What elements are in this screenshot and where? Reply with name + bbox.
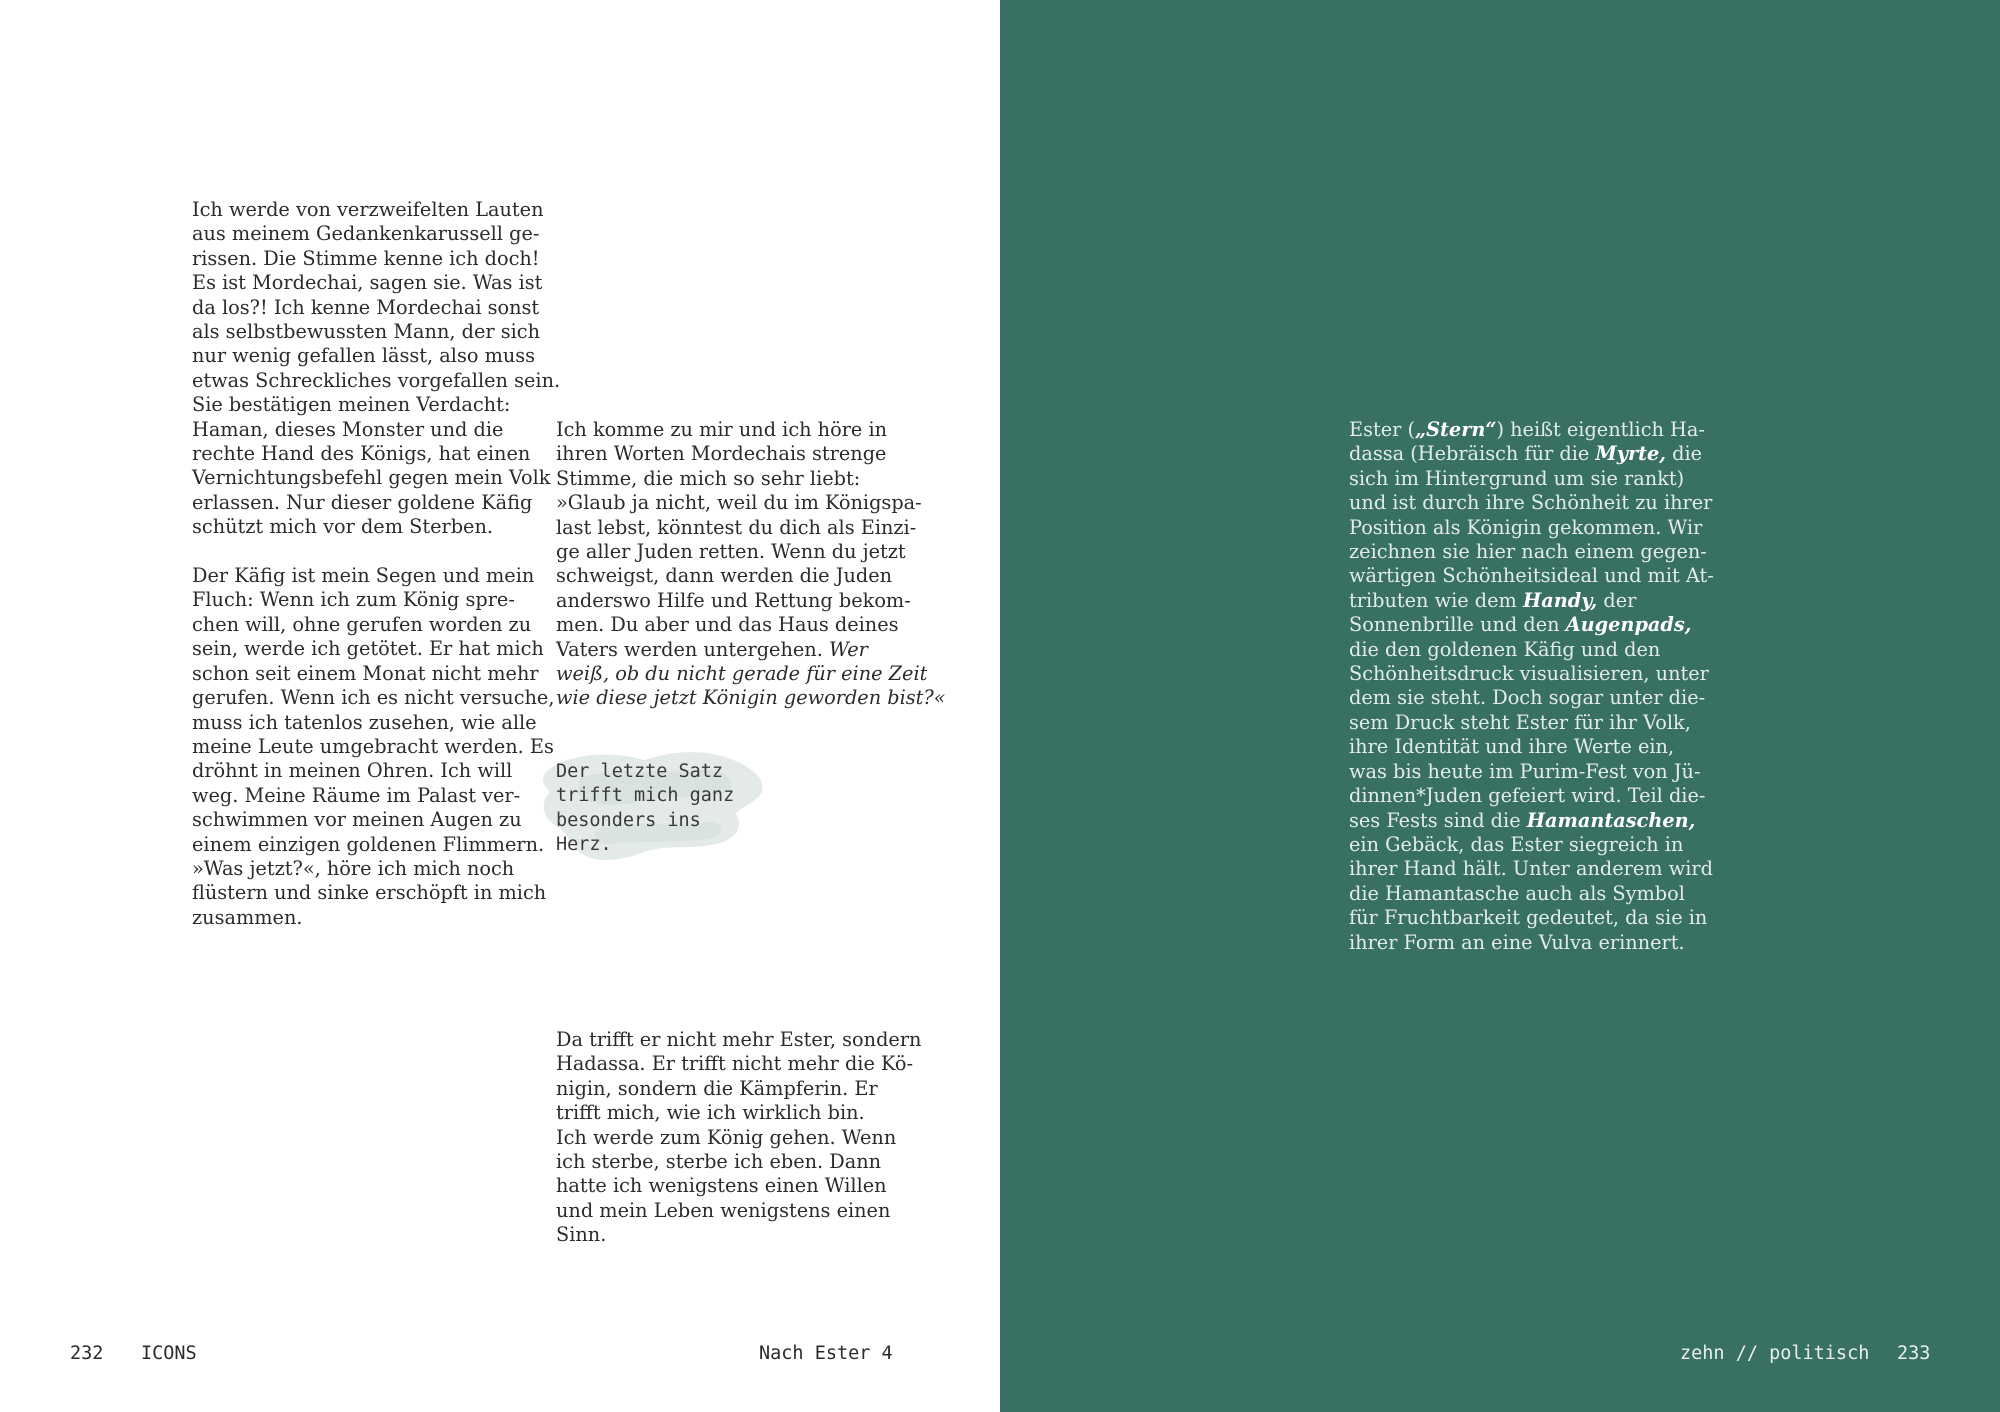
text-line: gerufen. Wenn ich es nicht versuche,	[192, 686, 555, 710]
margin-note	[540, 748, 800, 868]
text-line: schon seit einem Monat nicht mehr	[192, 661, 539, 685]
text-line: Stimme, die mich so sehr liebt:	[556, 466, 861, 490]
note-line: Herz.	[556, 834, 612, 856]
text-line: Da trifft er nicht mehr Ester, sondern	[556, 1027, 922, 1051]
text-line	[1349, 613, 1699, 637]
text-line	[1349, 809, 1699, 833]
text-line: chen will, ohne gerufen worden zu	[192, 612, 532, 636]
text-line: sich im Hintergrund um sie rankt)	[1349, 466, 1685, 490]
text-line: Ich werde von verzweifelten Lauten	[192, 198, 544, 221]
text-line: Es ist Mordechai, sagen sie. Was ist	[192, 271, 543, 295]
paragraph-ester-description	[1349, 418, 1714, 955]
text-run: dassa (Hebräisch für die	[1349, 442, 1596, 466]
text-column-right	[1349, 418, 1714, 955]
paragraph-golden-cage	[192, 564, 555, 930]
text-line: etwas Schreckliches vorgefallen sein.	[192, 368, 561, 392]
text-line: wärtigen Schönheitsideal und mit At-	[1349, 564, 1714, 588]
bold-italic-term: Hamantaschen,	[1526, 808, 1696, 832]
chapter-reference: Nach Ester 4	[759, 1343, 893, 1364]
text-line: und ist durch ihre Schönheit zu ihrer	[1349, 491, 1713, 515]
text-run: tributen wie dem	[1349, 588, 1523, 612]
italic-text-line: wie diese jetzt Königin geworden bist?«	[556, 686, 946, 710]
text-line: einem einzigen goldenen Flimmern.	[192, 832, 545, 856]
text-line: dem sie steht. Doch sogar unter die-	[1349, 686, 1706, 710]
text-run: Sonnenbrille und den	[1349, 613, 1566, 637]
text-line: ge aller Juden retten. Wenn du jetzt	[556, 540, 906, 564]
text-line: schweigst, dann werden die Juden	[556, 564, 893, 588]
text-line: dröhnt in meinen Ohren. Ich will	[192, 759, 513, 783]
text-line: ihrer Form an eine Vulva erinnert.	[1349, 930, 1685, 954]
text-line: Sie bestätigen meinen Verdacht:	[192, 393, 511, 417]
text-line	[556, 638, 906, 662]
text-line	[1349, 442, 1703, 466]
text-line: dinnen*Juden gefeiert wird. Teil die-	[1349, 784, 1706, 808]
bold-italic-term: Myrte,	[1595, 442, 1667, 466]
text-line: Sinn.	[556, 1223, 607, 1247]
text-run: der	[1597, 588, 1637, 612]
text-line: da los?! Ich kenne Mordechai sonst	[192, 295, 540, 319]
text-line: aus meinem Gedankenkarussell ge-	[192, 222, 540, 246]
note-line: Der letzte Satz	[556, 761, 724, 782]
text-line: die den goldenen Käfig und den	[1349, 637, 1661, 661]
page-number-left: 232	[70, 1343, 104, 1364]
text-column-left	[192, 198, 561, 930]
text-line: Ich werde zum König gehen. Wenn	[556, 1125, 897, 1149]
text-run: ) heißt eigentlich Ha-	[1496, 418, 1705, 441]
text-line: Vernichtungsbefehl gegen mein Volk	[192, 466, 551, 490]
right-page	[1000, 0, 2000, 1412]
text-line: »Was jetzt?«, höre ich mich noch	[192, 856, 515, 880]
text-line: anderswo Hilfe und Rettung bekom-	[556, 588, 911, 612]
paragraph-gap	[192, 540, 537, 564]
running-title: ICONS	[141, 1343, 197, 1364]
text-line: Schönheitsdruck visualisieren, unter	[1349, 662, 1709, 686]
text-line: zusammen.	[192, 905, 303, 929]
text-line: rissen. Die Stimme kenne ich doch!	[192, 246, 540, 270]
text-line: Ich komme zu mir und ich höre in	[556, 418, 888, 441]
italic-text-run: Wer	[828, 637, 868, 661]
text-line: Haman, dieses Monster und die	[192, 417, 504, 441]
text-run: Ester (	[1349, 418, 1415, 441]
text-line: erlassen. Nur dieser goldene Käfig	[192, 490, 533, 514]
text-line: meine Leute umgebracht werden. Es	[192, 734, 554, 758]
italic-text-line: weiß, ob du nicht gerade für eine Zeit	[556, 662, 928, 686]
text-line: trifft mich, wie ich wirklich bin.	[556, 1101, 865, 1125]
text-line: Position als Königin gekommen. Wir	[1349, 515, 1703, 539]
bold-italic-term: Augenpads,	[1565, 613, 1692, 637]
text-run: ses Fests sind die	[1349, 808, 1527, 832]
text-run: Vaters werden untergehen.	[556, 637, 829, 661]
text-line: muss ich tatenlos zusehen, wie alle	[192, 710, 537, 734]
text-line: flüstern und sinke erschöpft in mich	[192, 881, 547, 905]
text-line: als selbstbewussten Mann, der sich	[192, 320, 541, 344]
text-line: was bis heute im Purim-Fest von Jü-	[1349, 759, 1701, 783]
text-line: sem Druck steht Ester für ihr Volk,	[1349, 710, 1691, 734]
text-line: weg. Meine Räume im Palast ver-	[192, 783, 521, 807]
text-line: nur wenig gefallen lässt, also muss	[192, 344, 536, 368]
text-line: ihrer Hand hält. Unter anderem wird	[1349, 857, 1713, 881]
text-line: schützt mich vor dem Sterben.	[192, 515, 494, 539]
text-line: »Glaub ja nicht, weil du im Königspa-	[556, 491, 922, 515]
note-text	[556, 760, 734, 858]
text-line: und mein Leben wenigstens einen	[556, 1198, 891, 1222]
text-line: schwimmen vor meinen Augen zu	[192, 808, 522, 832]
note-line: besonders ins	[556, 809, 701, 831]
page-number-right: 233	[1897, 1343, 1931, 1364]
bold-italic-term: „Stern“	[1415, 418, 1497, 441]
text-line: rechte Hand des Königs, hat einen	[192, 442, 531, 466]
text-line: sein, werde ich getötet. Er hat mich	[192, 637, 544, 661]
text-line: Fluch: Wenn ich zum König spre-	[192, 588, 515, 612]
paragraph-hadassa	[556, 1027, 922, 1248]
text-line: ein Gebäck, das Ester siegreich in	[1349, 832, 1684, 856]
bold-italic-term: Handy,	[1522, 588, 1598, 612]
text-line: men. Du aber und das Haus deines	[556, 613, 899, 637]
text-run: die	[1666, 442, 1703, 466]
text-line	[1349, 418, 1705, 442]
text-line: zeichnen sie hier nach einem gegen-	[1349, 540, 1707, 564]
text-line: die Hamantasche auch als Symbol	[1349, 881, 1685, 905]
text-line: Der Käfig ist mein Segen und mein	[192, 564, 535, 588]
text-line: hatte ich wenigstens einen Willen	[556, 1174, 887, 1198]
text-line	[1349, 589, 1699, 613]
running-section-title: zehn // politisch	[1680, 1343, 1870, 1364]
text-line: nigin, sondern die Kämpferin. Er	[556, 1076, 878, 1100]
text-line: last lebst, könntest du dich als Einzi-	[556, 515, 917, 539]
text-line: Hadassa. Er trifft nicht mehr die Kö-	[556, 1052, 914, 1076]
text-line: ihren Worten Mordechais strenge	[556, 442, 887, 466]
text-line: ich sterbe, sterbe ich eben. Dann	[556, 1149, 882, 1173]
text-line: für Fruchtbarkeit gedeutet, da sie in	[1349, 906, 1708, 930]
text-line: ihre Identität und ihre Werte ein,	[1349, 735, 1675, 759]
paragraph-mordechai-news	[192, 198, 561, 540]
paragraph-mordechai-words	[556, 418, 946, 711]
note-line: trifft mich ganz	[556, 785, 735, 807]
